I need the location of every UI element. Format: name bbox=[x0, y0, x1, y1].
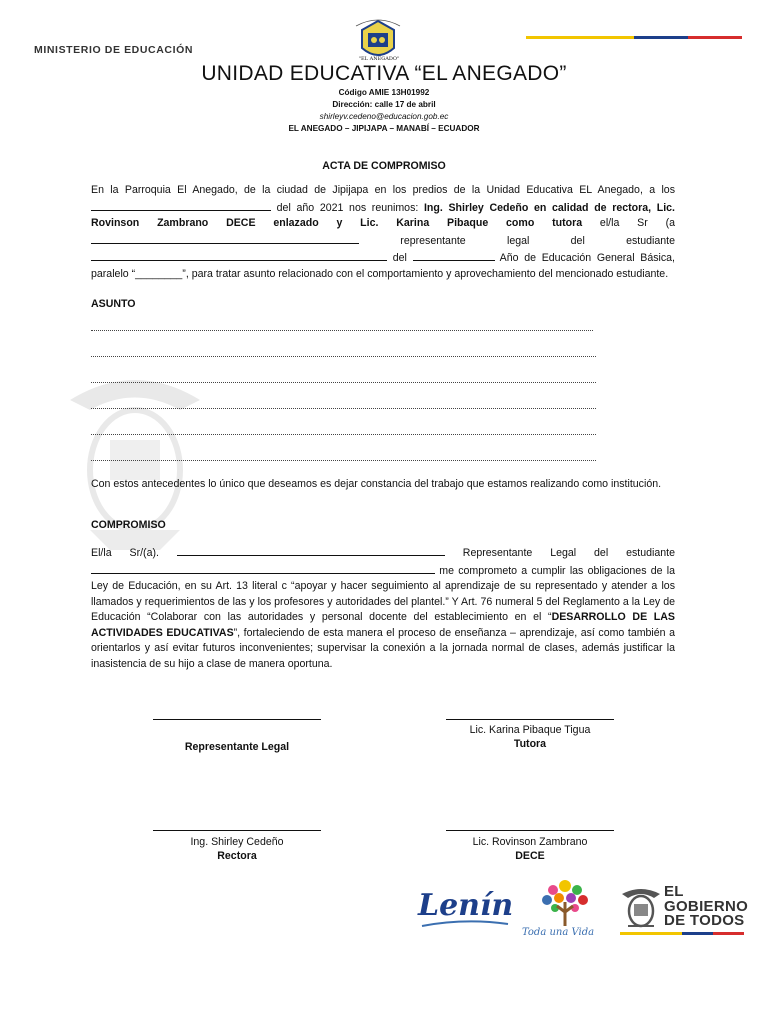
tutora-name: Lic. Karina Pibaque Tigua bbox=[469, 724, 591, 736]
signature-line-rectora[interactable] bbox=[153, 830, 321, 831]
school-name: UNIDAD EDUCATIVA “EL ANEGADO” bbox=[201, 62, 567, 85]
intro-authorities: Ing. Shirley Cedeño en calidad de rectora, Lic. Rovinson Zambrano DECE enlazado y Lic. Karina Pibaque como tutora bbox=[91, 201, 675, 229]
compromiso-text-3: me comprometo a cumplir las obligaciones de la Ley de Educación, en su Art. 13 literal c “apoyar y hacer seguimiento al aprendizaje de su representado y atender a los llamados y requerimientos de las y los profesores y autoridades del plantel.” Y Art. 76 numeral 5 del Reglamento a la Ley de Educación “Colaborar con las autoridades y personal docente del establecimiento en el “ bbox=[91, 564, 675, 623]
asunto-heading: ASUNTO bbox=[91, 298, 136, 310]
asunto-line-6[interactable] bbox=[91, 460, 596, 461]
compromiso-paragraph bbox=[91, 544, 675, 672]
location: EL ANEGADO – JIPIJAPA – MANABÍ – ECUADOR bbox=[288, 124, 480, 133]
intro-text-7: Año de Educación General Básica, paralelo “________”, para tratar asunto relacionado con el comportamiento y aprovechamiento del mencionado estudiante. bbox=[91, 252, 675, 280]
intro-text-1: En la Parroquia El Anegado, de la ciudad de Jipijapa en los predios de la Unidad Educativa EL Anegado, a los bbox=[91, 184, 675, 196]
intro-paragraph bbox=[91, 183, 675, 282]
asunto-line-5[interactable] bbox=[91, 434, 596, 435]
dece-role: DECE bbox=[515, 850, 545, 862]
dece-name: Lic. Rovinson Zambrano bbox=[472, 836, 588, 848]
gobierno-logo-text bbox=[664, 885, 748, 929]
compromiso-text-5: ”, fortaleciendo de esta manera el proceso de enseñanza – aprendizaje, así como también a orientarlos y así evitar futuros inconvenientes; supervisar la conexión a la jornada normal de clases, además justificar la inasistencia de su hijo a clase de manera oportuna. bbox=[91, 626, 676, 670]
asunto-line-4[interactable] bbox=[91, 408, 596, 409]
email: shirleyv.cedeno@educacion.gob.ec bbox=[319, 112, 449, 121]
intro-text-2: del año 2021 nos reunimos: bbox=[271, 201, 424, 214]
intro-text-4: el/la Sr (a bbox=[582, 217, 676, 229]
crest-caption: "EL ANEGADO" bbox=[358, 56, 400, 62]
rectora-name: Ing. Shirley Cedeño bbox=[190, 836, 284, 848]
gobierno-line-1: EL bbox=[664, 883, 684, 900]
asunto-line-2[interactable] bbox=[91, 356, 596, 357]
student-name-blank-2[interactable] bbox=[91, 562, 435, 574]
lenin-logo: Lenín bbox=[418, 888, 514, 923]
gobierno-line-3: DE TODOS bbox=[664, 912, 745, 929]
grade-blank[interactable] bbox=[413, 249, 495, 261]
amie-code: Código AMIE 13H01992 bbox=[338, 88, 430, 97]
flag-bar bbox=[526, 36, 742, 39]
document-title: ACTA DE COMPROMISO bbox=[322, 160, 446, 172]
address: Dirección: calle 17 de abril bbox=[332, 100, 436, 109]
toda-una-vida-logo: Toda una Vida bbox=[522, 927, 595, 938]
date-blank[interactable] bbox=[91, 199, 271, 211]
gobierno-flag-bar bbox=[620, 932, 744, 935]
representative-name-blank[interactable] bbox=[177, 544, 445, 556]
rectora-role: Rectora bbox=[217, 850, 257, 862]
asunto-line-1[interactable] bbox=[91, 330, 593, 331]
intro-text-6: del bbox=[387, 252, 413, 264]
compromiso-heading: COMPROMISO bbox=[91, 519, 166, 531]
compromiso-activities: DESARROLLO DE LAS ACTIVIDADES EDUCATIVAS bbox=[91, 611, 675, 639]
signature-line-dece[interactable] bbox=[446, 830, 614, 831]
gobierno-line-2: GOBIERNO bbox=[664, 897, 749, 915]
intro-text-5: representante legal del estudiante bbox=[359, 234, 675, 247]
compromiso-text-2: Representante Legal del estudiante bbox=[444, 547, 675, 559]
ecuador-seal-icon bbox=[620, 884, 662, 930]
asunto-line-3[interactable] bbox=[91, 382, 596, 383]
tutora-role: Tutora bbox=[513, 738, 547, 750]
compromiso-text-1: El/la Sr/(a). bbox=[91, 547, 177, 559]
rep-legal-label: Representante Legal bbox=[184, 741, 290, 753]
lenin-swoosh-icon bbox=[420, 920, 510, 928]
parent-name-blank[interactable] bbox=[91, 232, 359, 244]
student-name-blank[interactable] bbox=[91, 249, 387, 261]
ministry-label: MINISTERIO DE EDUCACIÓN bbox=[34, 44, 194, 56]
antecedentes-paragraph: Con estos antecedentes lo único que deseamos es dejar constancia del trabajo que estamos realizando como institución. bbox=[91, 478, 662, 490]
signature-line-rep-legal[interactable] bbox=[153, 719, 321, 720]
signature-line-tutora[interactable] bbox=[446, 719, 614, 720]
tree-logo-icon bbox=[535, 876, 597, 928]
